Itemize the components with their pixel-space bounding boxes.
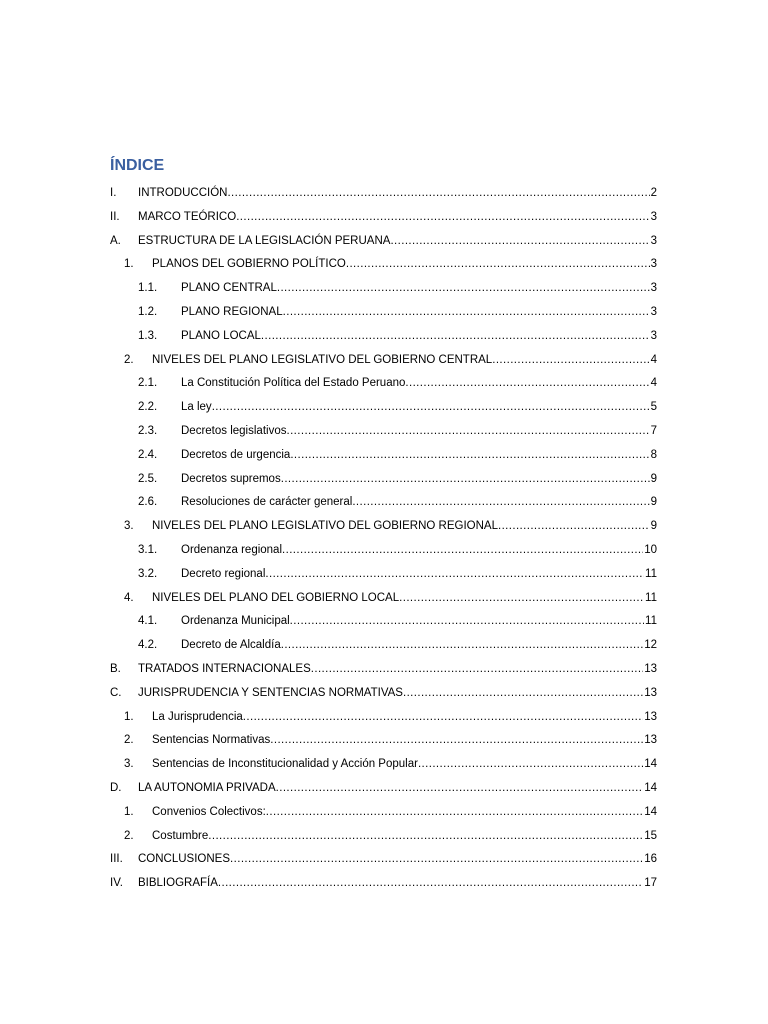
toc-entry[interactable] <box>0 254 768 274</box>
dot-leader <box>281 635 643 655</box>
toc-entry-page-number: 9 <box>650 496 657 509</box>
toc-entry[interactable] <box>0 802 768 822</box>
dot-leader <box>227 183 649 203</box>
toc-entry-line <box>181 564 657 584</box>
toc-entry[interactable] <box>0 302 768 322</box>
toc-entry-line <box>181 373 657 393</box>
toc-entry-label: Costumbre <box>152 829 209 842</box>
toc-entry[interactable] <box>0 683 768 703</box>
toc-entry[interactable] <box>0 635 768 655</box>
toc-entry-line <box>181 469 657 489</box>
toc-entry-number: B. <box>110 663 121 675</box>
toc-entry-label: Decreto de Alcaldía <box>181 639 281 652</box>
toc-entry-label: TRATADOS INTERNACIONALES <box>138 663 311 675</box>
toc-entry-number: III. <box>110 853 123 866</box>
toc-entry-label: PLANO REGIONAL <box>181 306 283 318</box>
toc-entry-page-number: 9 <box>650 472 657 485</box>
toc-entry-number: 2.3. <box>138 425 158 437</box>
dot-leader <box>281 469 650 489</box>
toc-entry-label: NIVELES DEL PLANO LEGISLATIVO DEL GOBIERNO CENTRAL <box>152 353 493 366</box>
toc-entry-page-number: 13 <box>644 710 657 723</box>
dot-leader <box>290 445 649 465</box>
toc-entry[interactable] <box>0 564 768 584</box>
toc-entry-page-number: 13 <box>644 686 657 699</box>
toc-entry[interactable] <box>0 350 768 370</box>
toc-entry-label: LA AUTONOMIA PRIVADA <box>138 782 276 794</box>
dot-leader <box>346 254 650 274</box>
toc-entry-number: D. <box>110 782 122 794</box>
toc-entry-label: PLANO CENTRAL <box>181 282 277 295</box>
toc-entry-page-number: 3 <box>650 282 657 295</box>
toc-entry[interactable] <box>0 397 768 417</box>
toc-entry-line <box>181 278 657 298</box>
toc-entry-label: La Constitución Política del Estado Peruano <box>181 377 406 390</box>
toc-entry-line <box>181 540 657 560</box>
toc-entry-page-number: 16 <box>644 853 657 866</box>
dot-leader <box>290 611 644 631</box>
toc-entry[interactable] <box>0 754 768 774</box>
toc-entry[interactable] <box>0 778 768 798</box>
dot-leader <box>282 540 643 560</box>
toc-entry-number: 3. <box>124 758 134 771</box>
toc-entry-number: 1.3. <box>138 329 158 342</box>
toc-entry-number: A. <box>110 234 121 247</box>
toc-entry[interactable] <box>0 659 768 679</box>
toc-entry-label: Ordenanza regional <box>181 544 283 556</box>
toc-entry-line <box>152 350 657 370</box>
dot-leader <box>498 516 650 536</box>
toc-entry-line <box>181 611 657 631</box>
toc-entry-label: MARCO TEÓRICO <box>138 210 237 223</box>
dot-leader <box>418 754 643 774</box>
dot-leader <box>212 397 650 417</box>
toc-entry-label: CONCLUSIONES <box>138 853 231 866</box>
toc-entry[interactable] <box>0 826 768 846</box>
toc-entry-page-number: 4 <box>650 377 657 390</box>
toc-entry-label: Ordenanza Municipal <box>181 615 290 628</box>
toc-entry-line <box>152 730 657 750</box>
toc-entry[interactable] <box>0 492 768 512</box>
toc-entry-line <box>152 802 657 822</box>
toc-entry-line <box>152 254 657 274</box>
toc-entry-label: La ley <box>181 401 212 414</box>
toc-entry-page-number: 3 <box>650 306 657 318</box>
toc-entry-number: 4. <box>124 591 134 604</box>
dot-leader <box>276 778 644 798</box>
toc-entry-line <box>181 635 657 655</box>
toc-entry[interactable] <box>0 540 768 560</box>
dot-leader <box>208 826 643 846</box>
dot-leader <box>243 707 643 727</box>
toc-entry-number: 1.2. <box>138 306 158 318</box>
toc-entry-page-number: 2 <box>650 187 657 199</box>
toc-entry-page-number: 10 <box>644 544 657 556</box>
toc-entry-label: Decreto regional <box>181 567 266 580</box>
toc-entry-page-number: 3 <box>650 210 657 223</box>
toc-entry-number: 2.1. <box>138 377 158 390</box>
toc-entry-label: La Jurisprudencia <box>152 710 243 723</box>
toc-entry-page-number: 3 <box>650 258 657 271</box>
toc-entry-line <box>181 397 657 417</box>
toc-entry-number: 2.5. <box>138 472 158 485</box>
toc-entry[interactable] <box>0 588 768 608</box>
toc-entry-label: INTRODUCCIÓN <box>138 187 228 199</box>
toc-entry-page-number: 9 <box>650 520 657 533</box>
toc-entry-number: 4.2. <box>138 639 158 652</box>
toc-entry-page-number: 15 <box>644 829 657 842</box>
toc-entry-number: 1.1. <box>138 282 158 295</box>
toc-entry[interactable] <box>0 469 768 489</box>
toc-entry-number: 2. <box>124 829 134 842</box>
toc-entry-label: Resoluciones de carácter general <box>181 496 353 509</box>
toc-entry-number: 1. <box>124 805 134 818</box>
toc-entry-line <box>138 849 657 869</box>
toc-entry-line <box>138 207 657 227</box>
toc-entry-page-number: 12 <box>644 639 657 652</box>
toc-entry-label: ESTRUCTURA DE LA LEGISLACIÓN PERUANA <box>138 234 391 247</box>
toc-entry-page-number: 14 <box>644 805 657 818</box>
dot-leader <box>283 302 650 322</box>
toc-entry[interactable] <box>0 183 768 203</box>
toc-entry-page-number: 13 <box>644 663 657 675</box>
toc-entry-label: Decretos de urgencia <box>181 448 291 461</box>
toc-entry-label: NIVELES DEL PLANO DEL GOBIERNO LOCAL <box>152 591 400 604</box>
toc-entry-page-number: 3 <box>650 329 657 342</box>
toc-entry-number: 2. <box>124 353 134 366</box>
toc-entry-number: C. <box>110 686 122 699</box>
toc-entry-line <box>138 683 657 703</box>
page-title: ÍNDICE <box>110 157 165 174</box>
toc-entry-line <box>152 516 657 536</box>
dot-leader <box>399 588 644 608</box>
toc-entry-page-number: 11 <box>645 567 657 580</box>
toc-entry[interactable] <box>0 611 768 631</box>
toc-entry[interactable] <box>0 278 768 298</box>
toc-entry-line <box>181 302 657 322</box>
toc-entry-label: JURISPRUDENCIA Y SENTENCIAS NORMATIVAS <box>138 686 403 699</box>
toc-entry[interactable] <box>0 707 768 727</box>
toc-entry-page-number: 7 <box>650 425 657 437</box>
toc-entry-page-number: 11 <box>645 591 657 604</box>
toc-entry[interactable] <box>0 730 768 750</box>
dot-leader <box>261 326 650 346</box>
toc-entry-label: Sentencias Normativas <box>152 734 271 747</box>
toc-entry[interactable] <box>0 373 768 393</box>
toc-entry-label: Sentencias de Inconstitucionalidad y Acción Popular <box>152 758 418 771</box>
dot-leader <box>230 849 643 869</box>
dot-leader <box>277 278 650 298</box>
toc-entry[interactable] <box>0 516 768 536</box>
toc-entry-number: 1. <box>124 258 134 271</box>
dot-leader <box>403 683 643 703</box>
dot-leader <box>492 350 649 370</box>
toc-entry-number: 3.1. <box>138 544 158 556</box>
toc-entry-line <box>181 445 657 465</box>
toc-entry-page-number: 3 <box>650 234 657 247</box>
dot-leader <box>266 802 643 822</box>
toc-entry-page-number: 8 <box>650 448 657 461</box>
toc-entry-number: II. <box>110 210 120 223</box>
toc-entry-number: IV. <box>110 877 124 890</box>
toc-entry-line <box>181 326 657 346</box>
dot-leader <box>390 231 649 251</box>
dot-leader <box>218 873 643 893</box>
toc-entry-label: Decretos supremos <box>181 472 281 485</box>
toc-entry-line <box>181 421 657 441</box>
dot-leader <box>265 564 644 584</box>
toc-entry[interactable] <box>0 849 768 869</box>
dot-leader <box>286 421 649 441</box>
toc-entry-page-number: 14 <box>644 758 657 771</box>
toc-entry[interactable] <box>0 326 768 346</box>
toc-entry-number: 3. <box>124 520 134 533</box>
toc-entry-line <box>152 826 657 846</box>
toc-entry-number: 2. <box>124 734 134 747</box>
toc-entry-label: Decretos legislativos <box>181 425 287 437</box>
toc-entry-line <box>152 588 657 608</box>
toc-entry[interactable] <box>0 231 768 251</box>
toc-entry-number: 3.2. <box>138 567 158 580</box>
toc-entry-page-number: 13 <box>644 734 657 747</box>
toc-entry-label: PLANOS DEL GOBIERNO POLÍTICO <box>152 258 346 271</box>
toc-entry[interactable] <box>0 207 768 227</box>
toc-entry-page-number: 11 <box>645 615 657 628</box>
toc-entry-number: 2.4. <box>138 448 158 461</box>
toc-entry[interactable] <box>0 421 768 441</box>
toc-entry-label: Convenios Colectivos: <box>152 805 266 818</box>
dot-leader <box>311 659 643 679</box>
toc-entry[interactable] <box>0 445 768 465</box>
toc-entry-number: 1. <box>124 710 134 723</box>
toc-entry-line <box>138 778 657 798</box>
toc-entry-page-number: 5 <box>650 401 657 414</box>
toc-entry-number: 4.1. <box>138 615 158 628</box>
toc-entry-line <box>181 492 657 512</box>
dot-leader <box>352 492 649 512</box>
dot-leader <box>236 207 649 227</box>
toc-entry-line <box>152 754 657 774</box>
toc-entry-label: BIBLIOGRAFÍA <box>138 877 218 890</box>
toc-entry-line <box>138 873 657 893</box>
toc-entry-label: PLANO LOCAL <box>181 329 261 342</box>
toc-entry-page-number: 14 <box>644 782 657 794</box>
toc-entry-number: 2.6. <box>138 496 158 509</box>
dot-leader <box>405 373 649 393</box>
dot-leader <box>270 730 643 750</box>
toc-entry-number: 2.2. <box>138 401 158 414</box>
toc-entry-line <box>138 183 657 203</box>
toc-entry-page-number: 17 <box>644 877 657 890</box>
toc-entry-page-number: 4 <box>650 353 657 366</box>
toc-entry-number: I. <box>110 187 117 199</box>
toc-entry-line <box>138 231 657 251</box>
toc-entry-line <box>152 707 657 727</box>
toc-entry[interactable] <box>0 873 768 893</box>
toc-entry-line <box>138 659 657 679</box>
toc-entry-label: NIVELES DEL PLANO LEGISLATIVO DEL GOBIERNO REGIONAL <box>152 520 498 533</box>
